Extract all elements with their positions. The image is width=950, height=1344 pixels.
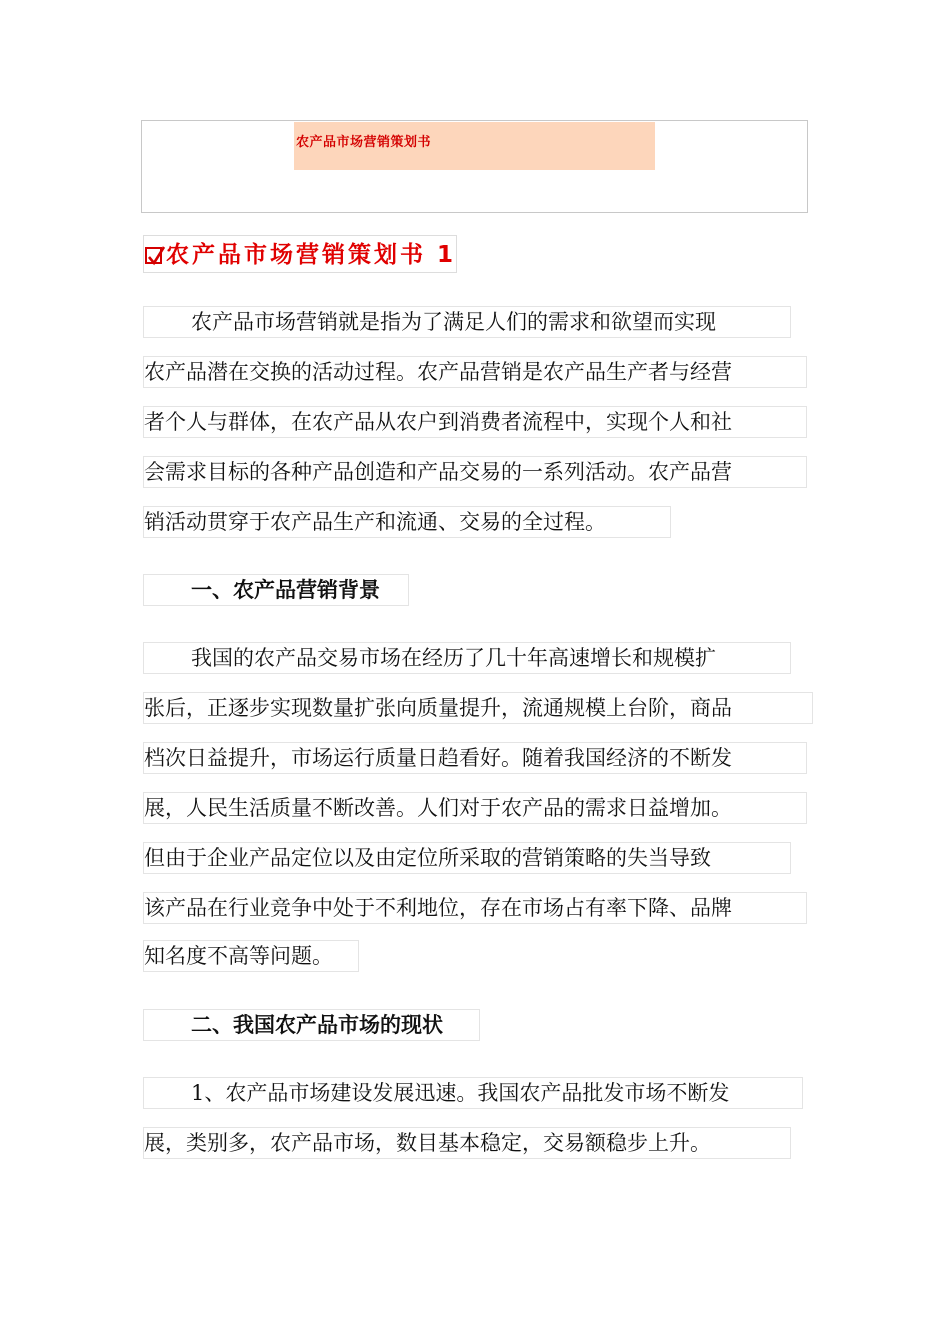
paragraph-line: 档次日益提升，市场运行质量日趋看好。随着我国经济的不断发 <box>143 742 807 774</box>
document-title: 农产品市场营销策划书 1 <box>166 242 457 268</box>
checkbox-checked-icon <box>145 247 162 264</box>
paragraph-line: 知名度不高等问题。 <box>143 940 359 972</box>
paragraph-line: 者个人与群体，在农产品从农户到消费者流程中，实现个人和社 <box>143 406 807 438</box>
header-title: 农产品市场营销策划书 <box>296 135 432 150</box>
paragraph-line: 农产品市场营销就是指为了满足人们的需求和欲望而实现 <box>143 306 791 338</box>
paragraph-line: 1、农产品市场建设发展迅速。我国农产品批发市场不断发 <box>143 1077 803 1109</box>
section-heading: 一、农产品营销背景 <box>143 574 409 606</box>
section-heading: 二、我国农产品市场的现状 <box>143 1009 480 1041</box>
paragraph-line: 会需求目标的各种产品创造和产品交易的一系列活动。农产品营 <box>143 456 807 488</box>
paragraph-line: 展，类别多，农产品市场，数目基本稳定，交易额稳步上升。 <box>143 1127 791 1159</box>
paragraph-line: 该产品在行业竞争中处于不利地位，存在市场占有率下降、品牌 <box>143 892 807 924</box>
paragraph-line: 但由于企业产品定位以及由定位所采取的营销策略的失当导致 <box>143 842 791 874</box>
paragraph-line: 我国的农产品交易市场在经历了几十年高速增长和规模扩 <box>143 642 791 674</box>
paragraph-line: 销活动贯穿于农产品生产和流通、交易的全过程。 <box>143 506 671 538</box>
paragraph-line: 张后，正逐步实现数量扩张向质量提升，流通规模上台阶，商品 <box>143 692 813 724</box>
paragraph-line: 展，人民生活质量不断改善。人们对于农产品的需求日益增加。 <box>143 792 807 824</box>
paragraph-line: 农产品潜在交换的活动过程。农产品营销是农产品生产者与经营 <box>143 356 807 388</box>
